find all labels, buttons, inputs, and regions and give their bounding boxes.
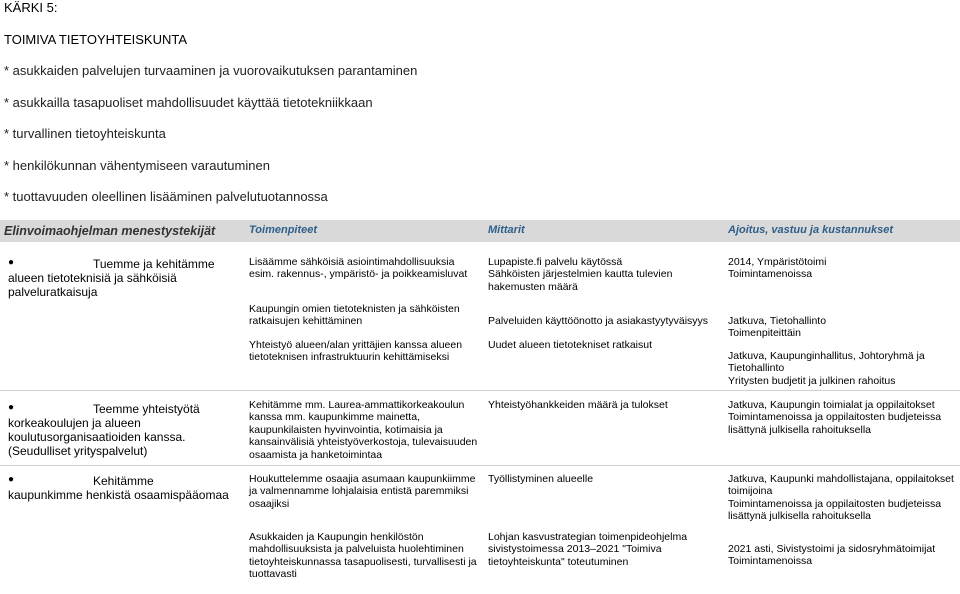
factor-text: korkeakoulujen ja alueen koulutusorganisaatioiden kanssa. (Seudulliset yrityspalvelut) [8,416,186,458]
factor-text: kaupunkimme henkistä osaamispääomaa [8,488,229,502]
factor-title: Tuemme ja kehitämme [93,257,215,271]
cell-line: 2021 asti, Sivistystoimi ja sidosryhmätoimijat [728,543,936,555]
table-row-factor [8,402,233,458]
header-factors: Elinvoimaohjelman menestystekijät [4,224,216,238]
factor-text: alueen tietoteknisiä ja sähköisiä palveluratkaisuja [8,271,177,299]
cell-line: Asukkaiden ja Kaupungin henkilöstön [249,531,424,543]
cell-line: kaupunkilaisten hyvinvointia, kotimaisia ja [249,423,443,436]
measure-cell [249,531,481,581]
cell-line: tietoyhteiskunnassa tasapuolisesti, turvallisesti ja [249,555,477,568]
cell-line: Lohjan kasvustrategian toimenpideohjelma [488,531,688,543]
table-header [0,220,960,242]
page-heading: KÄRKI 5: [4,0,58,15]
cell-line: Toimintamenoissa ja oppilaitosten budjeteissa [728,411,942,424]
metric-cell [488,473,720,485]
cell-line: Jatkuva, Kaupunginhallitus, Johtoryhmä ja [728,350,925,362]
cell-line: lisättynä julkisella rahoituksella [728,510,871,523]
cell-line: Yhteistyöhankkeiden määrä ja tulokset [488,399,668,411]
goal-bullet: * tuottavuuden oleellinen lisääminen palvelutuotannossa [4,189,328,204]
cell-line: lisättynä julkisella rahoituksella [728,423,871,436]
cell-line: Jatkuva, Kaupungin toimialat ja oppilaitokset [728,399,935,411]
bullet-dot-icon: ● [8,257,15,268]
metric-cell [488,256,720,293]
goal-bullet: * asukkaiden palvelujen turvaaminen ja vuorovaikutuksen parantaminen [4,63,418,78]
cell-line: Toimintamenoissa [728,268,813,281]
cell-line: esim. rakennus-, ympäristö- ja poikkeamisluvat [249,268,468,281]
cell-line: Toimenpiteittäin [728,327,801,340]
cell-line: 2014, Ympäristötoimi [728,256,827,268]
timing-cell [728,256,958,281]
cell-line: Jatkuva, Kaupunki mahdollistajana, oppilaitokset [728,473,954,485]
factor-title: Kehitämme [93,474,154,488]
cell-line: Yritysten budjetit ja julkinen rahoitus [728,374,896,387]
goal-bullet: * asukkailla tasapuoliset mahdollisuudet käyttää tietotekniikkaan [4,95,373,110]
timing-cell [728,350,958,387]
timing-cell [728,399,958,436]
metric-cell [488,315,720,327]
bullet-dot-icon: ● [8,402,15,413]
bullet-dot-icon: ● [8,474,15,485]
header-measures: Toimenpiteet [249,224,318,236]
cell-line: tietoteknisen infrastruktuurin kehittämiseksi [249,351,450,364]
page-subheading: TOIMIVA TIETOYHTEISKUNTA [4,32,187,47]
timing-cell [728,473,958,523]
header-timing: Ajoitus, vastuu ja kustannukset [728,224,894,236]
cell-line: Lisäämme sähköisiä asiointimahdollisuuksia [249,256,455,268]
cell-line: Työllistyminen alueelle [488,473,594,485]
measure-cell [249,303,481,328]
cell-line: Kaupungin omien tietoteknisten ja sähköisten ratkaisujen kehittäminen [249,303,460,328]
measure-cell [249,339,481,364]
cell-line: tietoyhteiskunta" toteutuminen [488,555,629,568]
timing-cell [728,543,958,568]
cell-line: Toimintamenoissa ja oppilaitosten budjeteissa [728,497,942,510]
cell-line: Uudet alueen tietotekniset ratkaisut [488,339,653,351]
cell-line: Kehitämme mm. Laurea-ammattikorkeakoulun [249,399,465,411]
cell-line: toimijoina [728,485,773,498]
cell-line: kansainvälisiä yhteistyöverkostoja, tulevaisuuden [249,436,478,449]
cell-line: Lupapiste.fi palvelu käytössä [488,256,623,268]
cell-line: osaamista ja hanketoimintaa [249,448,383,461]
goal-bullet: * turvallinen tietoyhteiskunta [4,126,166,141]
cell-line: Palveluiden käyttöönotto ja asiakastyytyväisyys [488,315,709,327]
measure-cell [249,473,481,510]
measure-cell [249,256,481,281]
row-divider [0,390,960,391]
table-row-factor [8,474,233,502]
cell-line: Jatkuva, Tietohallinto [728,315,827,327]
cell-line: kanssa mm. kaupunkimme mainetta, [249,411,420,424]
cell-line: Yhteistyö alueen/alan yrittäjien kanssa alueen [249,339,463,351]
timing-cell [728,315,958,340]
metric-cell [488,399,720,411]
measure-cell [249,399,481,461]
cell-line: tuottavasti [249,568,297,581]
table-row-factor [8,257,233,299]
metric-cell [488,531,720,568]
cell-line: Toimintamenoissa [728,555,813,568]
goal-bullet: * henkilökunnan vähentymiseen varautuminen [4,158,270,173]
cell-line: sivistystoimessa 2013–2021 "Toimiva [488,543,662,556]
cell-line: osaajiksi [249,497,290,510]
cell-line: Houkuttelemme osaajia asumaan kaupunkiimme [249,473,476,485]
cell-line: ja valmennamme lohjalaisia entistä paremmiksi [249,485,469,498]
metric-cell [488,339,720,351]
cell-line: mahdollisuuksista ja palveluista huolehtiminen [249,543,464,556]
factor-title: Teemme yhteistyötä [93,402,200,416]
cell-line: Sähköisten järjestelmien kautta tulevien hakemusten määrä [488,268,673,293]
cell-line: Tietohallinto [728,362,785,375]
row-divider [0,465,960,466]
header-metrics: Mittarit [488,224,525,236]
